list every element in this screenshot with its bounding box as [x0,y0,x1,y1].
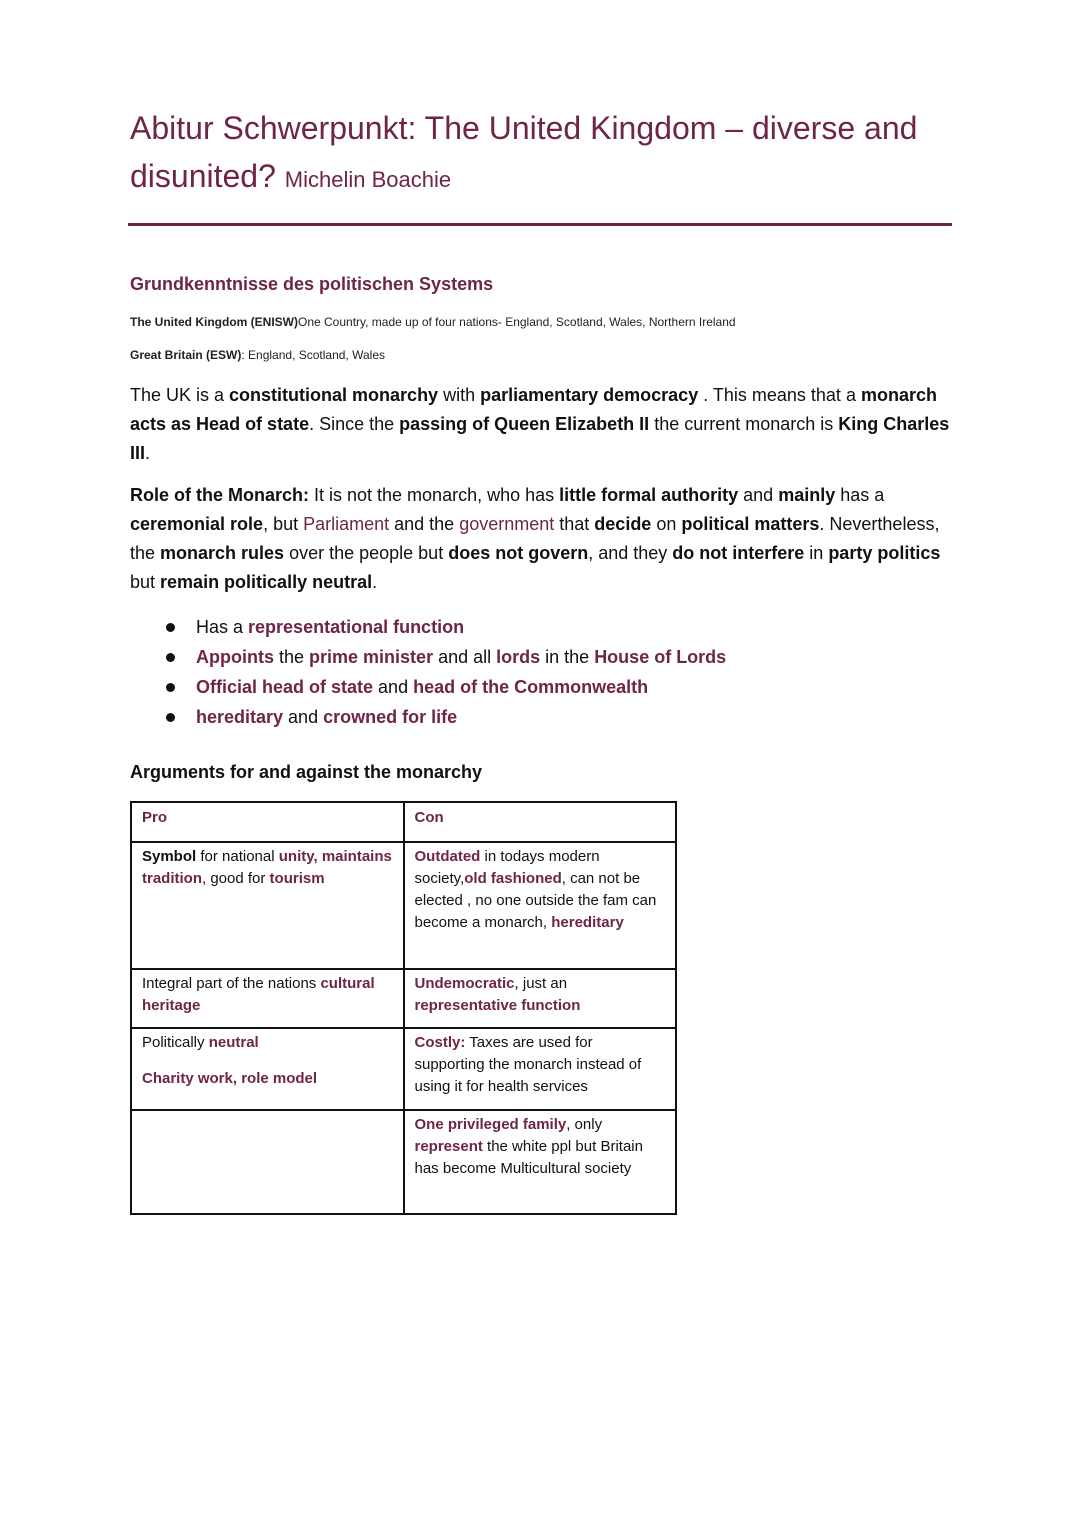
text: . This means that a [698,385,861,405]
text: . [145,443,151,463]
pro-header: Pro [131,802,404,842]
bold-text: does not govern [448,543,589,563]
bold-text: party politics [828,543,941,563]
bold-text: passing of Queen Elizabeth II [399,414,650,434]
table-row [131,842,676,969]
text: the current monarch is [649,414,839,434]
table-row [131,1028,676,1110]
table-header-row [131,802,676,842]
bullet-icon [166,653,175,662]
highlight-text: representational function [248,617,465,637]
con-cell [404,1028,677,1110]
highlight-text: crowned for life [323,707,458,727]
highlight-text: One privileged family [414,1116,567,1133]
highlight-text: Charity work, role model [142,1070,318,1087]
text: has a [835,485,885,505]
pro-cell-empty [131,1110,404,1214]
bold-text: King Charles III [130,414,950,463]
highlight-text: government [459,514,555,534]
bold-text: little formal authority [559,485,739,505]
title-divider [128,223,952,226]
highlight-text: Official head of state [196,677,374,697]
document-title [130,104,960,204]
text: and [373,677,414,697]
text: Politically [142,1034,209,1051]
text: with [438,385,481,405]
highlight-text: Costly: [414,1034,466,1051]
bold-text: Symbol [142,848,197,865]
text: Has a [196,617,249,637]
text: , just an [514,975,568,992]
text: . Nevertheless, the [130,514,940,563]
table-row [131,1110,676,1214]
bold-text: mainly [778,485,836,505]
uk-term: The United Kingdom (ENISW) [130,315,298,329]
text: in the [540,647,595,667]
line-gap [142,1054,393,1068]
role-label: Role of the Monarch: [130,485,309,505]
highlight-text: neutral [208,1034,259,1051]
text: It is not the monarch, who has [309,485,560,505]
bold-text: ceremonial role [130,514,264,534]
text: in todays modern society, [414,848,600,887]
text: the [274,647,310,667]
gb-term: Great Britain (ESW) [130,348,242,362]
gb-definition [130,348,385,362]
text: and the [389,514,460,534]
con-cell [404,969,677,1028]
monarch-functions-list [160,612,726,732]
list-item [160,612,726,642]
constitution-paragraph [130,381,950,468]
arguments-table [130,801,677,1215]
text: , only [566,1116,603,1133]
text: the white ppl but Britain has become Multicultural society [414,1138,643,1177]
highlight-text: maintains tradition [142,848,392,887]
bullet-icon [166,683,175,692]
bold-text: monarch acts as Head of state [130,385,937,434]
text: that [554,514,595,534]
author-name: Michelin Boachie [284,167,452,192]
bold-text: remain politically neutral [160,572,373,592]
bold-text: do not interfere [672,543,805,563]
list-item [160,642,726,672]
highlight-text: Parliament [303,514,390,534]
text: but [130,572,161,592]
highlight-text: Appoints [196,647,274,667]
highlight-text: tourism [269,870,325,887]
highlight-text: prime minister [309,647,434,667]
highlight-text: Undemocratic [414,975,515,992]
table-row [131,969,676,1028]
bold-text: political matters [681,514,820,534]
text: on [651,514,682,534]
text: . Since the [309,414,400,434]
gb-def-text: : England, Scotland, Wales [241,348,385,362]
highlight-text: unity, [278,848,318,865]
text: Taxes are used for supporting the monarch instead of using it for health services [414,1034,642,1095]
bullet-icon [166,713,175,722]
highlight-text: old fashioned [464,870,562,887]
highlight-text: House of Lords [594,647,727,667]
text: in [804,543,829,563]
con-cell [404,1110,677,1214]
text: over the people but [284,543,449,563]
bold-text: decide [594,514,652,534]
highlight-text: lords [496,647,541,667]
highlight-text: representative function [414,997,581,1014]
list-item [160,672,726,702]
pro-cell [131,842,404,969]
highlight-text: cultural heritage [142,975,375,1014]
text: Integral part of the nations [142,975,321,992]
text: and all [433,647,497,667]
highlight-text: hereditary [551,914,624,931]
text: , but [263,514,304,534]
uk-definition [130,315,736,329]
text: and [283,707,324,727]
text: and [738,485,779,505]
section-heading: Grundkenntnisse des politischen Systems [130,274,494,294]
text: , good for [202,870,270,887]
bold-text: constitutional monarchy [229,385,439,405]
uk-def-text: One Country, made up of four nations- England, Scotland, Wales, Northern Ireland [297,315,736,329]
text: for national [196,848,279,865]
text: The UK is a [130,385,230,405]
text: . [372,572,378,592]
list-item [160,702,726,732]
text: , can not be elected , no one outside the fam can become a monarch, [414,870,657,931]
pro-cell [131,969,404,1028]
title-text: Abitur Schwerpunkt: The United Kingdom – diverse and disunited? [130,110,918,194]
bold-text: parliamentary democracy [480,385,699,405]
con-cell [404,842,677,969]
text: , and they [588,543,673,563]
highlight-text: Outdated [414,848,481,865]
con-header: Con [404,802,677,842]
highlight-text: represent [414,1138,483,1155]
pro-cell [131,1028,404,1110]
highlight-text: head of the Commonwealth [413,677,649,697]
arguments-heading: Arguments for and against the monarchy [130,762,483,782]
bold-text: monarch rules [160,543,285,563]
role-of-monarch-paragraph [130,481,950,597]
bullet-icon [166,623,175,632]
highlight-text: hereditary [196,707,284,727]
